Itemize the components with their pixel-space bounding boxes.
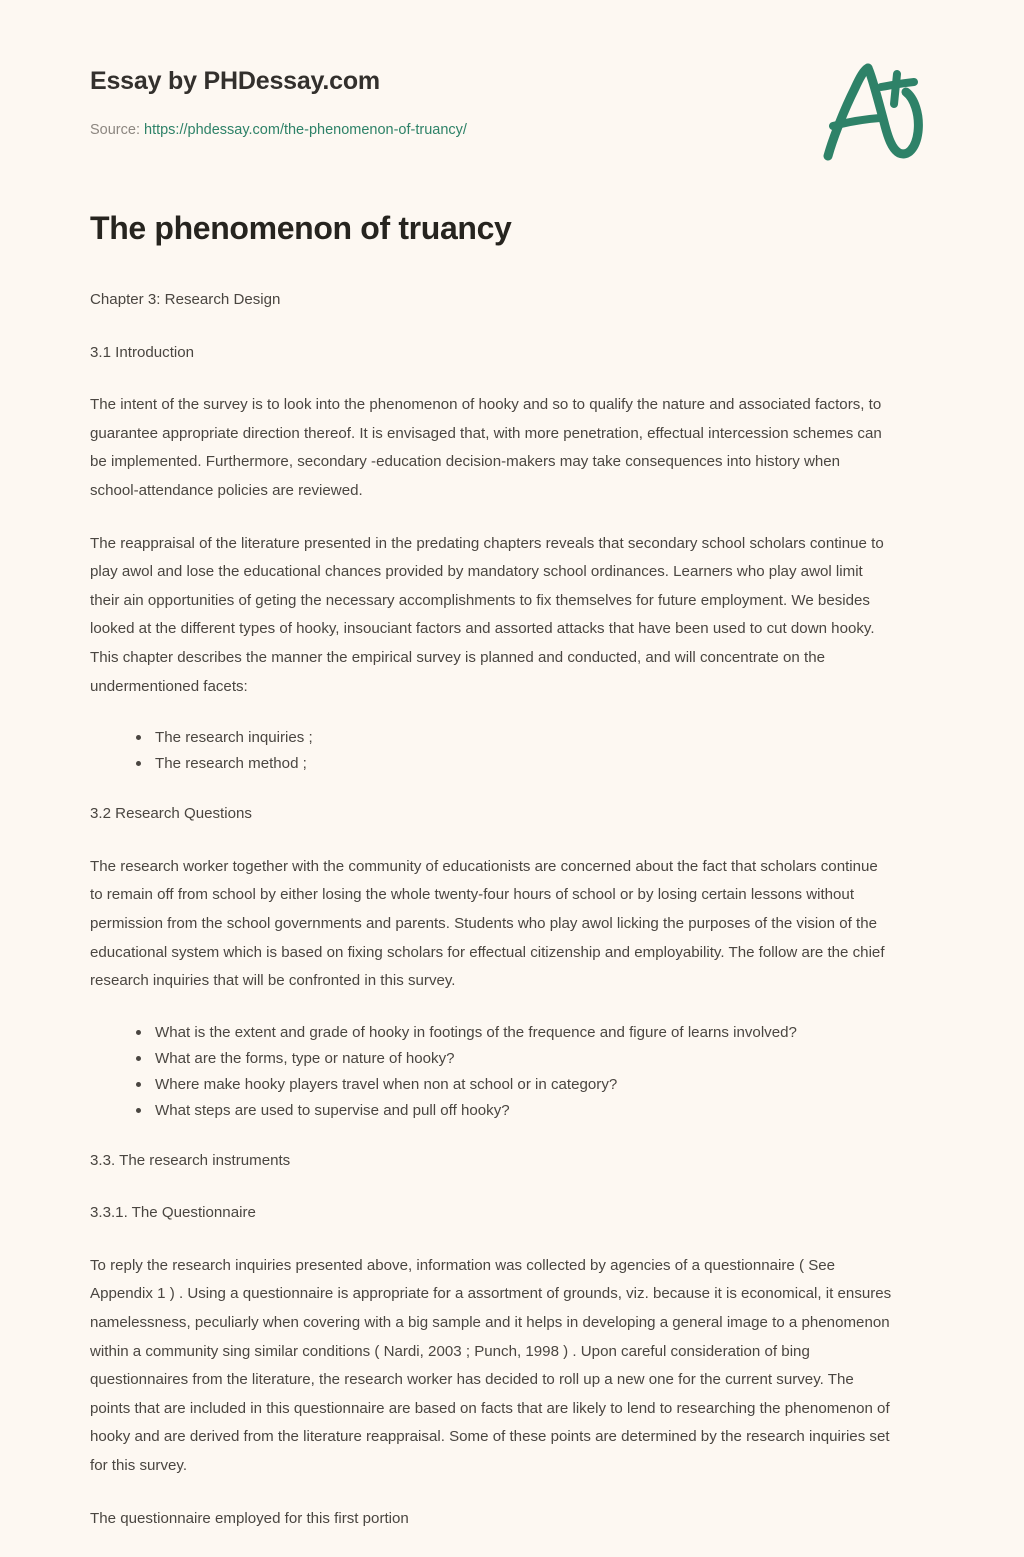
brand-title: Essay by PHDessay.com (90, 67, 380, 95)
section-heading: 3.2 Research Questions (90, 805, 252, 823)
section-heading: 3.3.1. The Questionnaire (90, 1204, 256, 1222)
content-blocks (90, 286, 896, 1533)
body-paragraph: The questionnaire employed for this first portion (90, 1509, 409, 1527)
source-line (90, 121, 467, 140)
list-item: Where make hooky players travel when non at school or in category? (136, 1072, 896, 1097)
body-paragraph: To reply the research inquiries presented above, information was collected by agencies of a questionnaire ( See Appendix 1 ) . Using a questionnaire is appropriate for a assortment of grounds, viz. because it is economical, it ensures namelessness, peculiarly when covering with a big sample and it helps in developing a general image to a phenomenon within a community sing similar conditions ( Nardi, 2003 ; Punch, 1998 ) . Upon careful consideration of bing questionnaires from the literature, the research worker has decided to roll up a new one for the current survey. The points that are included in this questionnaire are based on facts that are likely to lend to researching the phenomenon of hooky and are derived from the literature reappraisal. Some of these points are determined by the research inquiries set for this survey. (90, 1256, 892, 1475)
list-item: What is the extent and grade of hooky in footings of the frequence and figure of learns involved? (136, 1020, 896, 1045)
bullet-list (90, 1020, 896, 1123)
bullet-list (90, 725, 896, 776)
document-body (90, 208, 896, 1557)
list-item: The research method ; (136, 751, 896, 776)
list-item: What are the forms, type or nature of hooky? (136, 1046, 896, 1071)
list-item: The research inquiries ; (136, 725, 896, 750)
page-header (0, 0, 1024, 138)
list-item: What steps are used to supervise and pull off hooky? (136, 1098, 896, 1123)
section-heading: 3.3. The research instruments (90, 1151, 291, 1169)
section-heading: 3.1 Introduction (90, 343, 195, 361)
body-paragraph: The intent of the survey is to look into the phenomenon of hooky and so to qualify the nature and associated factors, to guarantee appropriate direction thereof. It is envisaged that, with more penetration, effectual intercession schemes can be implemented. Furthermore, secondary -education decision-makers may take consequences into history when school-attendance policies are reviewed. (90, 396, 882, 499)
phdessay-aplus-logo[interactable] (800, 52, 932, 164)
body-paragraph: The reappraisal of the literature presented in the predating chapters reveals that secondary school scholars continue to play awol and lose the educational chances provided by mandatory school ordinances. Learners who play awol limit their ain opportunities of geting the necessary accomplishments to fix themselves for future employment. We besides looked at the different types of hooky, insouciant factors and assorted attacks that have been used to cut down hooky. This chapter describes the manner the empirical survey is planned and conducted, and will concentrate on the undermentioned facets: (90, 534, 884, 695)
body-paragraph: The research worker together with the community of educationists are concerned about the fact that scholars continue to remain off from school by either losing the whole twenty-four hours of school or by losing certain lessons without permission from the school governments and parents. Students who play awol licking the purposes of the vision of the educational system which is based on fixing scholars for effectual citizenship and employability. The follow are the chief research inquiries that will be confronted in this survey. (90, 857, 885, 990)
source-url-link[interactable]: https://phdessay.com/the-phenomenon-of-truancy/ (144, 122, 467, 138)
page-title: The phenomenon of truancy (90, 210, 512, 246)
source-label: Source: (90, 122, 144, 138)
section-heading: Chapter 3: Research Design (90, 291, 281, 308)
